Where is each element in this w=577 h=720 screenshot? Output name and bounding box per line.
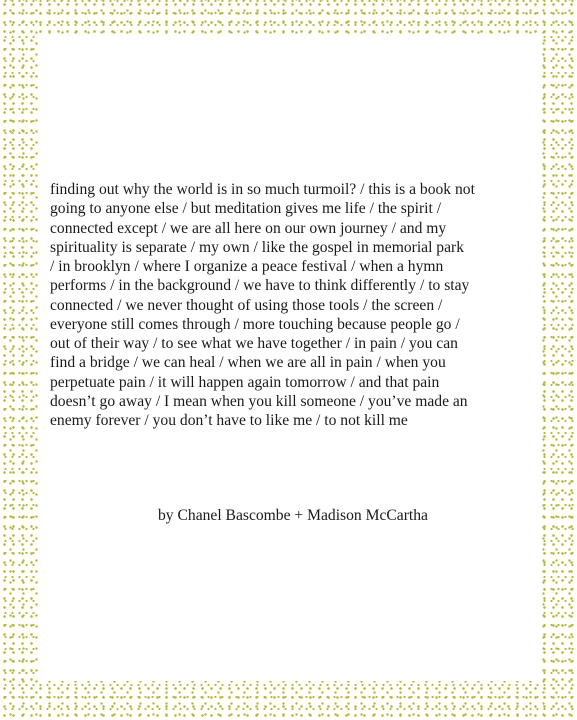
poem-text: finding out why the world is in so much turmoil? / this is a book not going to anyone else / but meditation gives me life / the spirit / connected except / we are all here on our own journey / and my spirituality is separate / my own / like the gospel in memorial park / in brooklyn / where I organize a peace festival / when a hymn performs / in the background / we have to think differently / to stay connected / we never thought of using those tools / the screen / everyone still comes through / more touching because people go / out of their way / to see what we have together / in pain / you can find a bridge / we can heal / when we are all in pain / when you perpetuate pain / it will happen again tomorrow / and that pain doesn’t go away / I mean when you kill someone / you’ve made an enemy forever / you don’t have to like me / to not kill me	[50, 181, 475, 429]
author-byline: by Chanel Bascombe + Madison McCartha	[158, 507, 428, 524]
